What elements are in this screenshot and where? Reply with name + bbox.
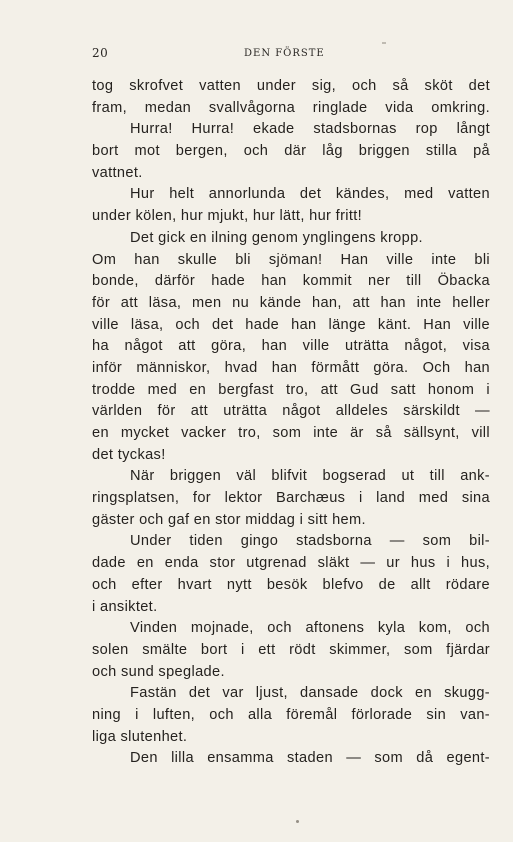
text-line: vattnet. (92, 164, 143, 181)
text-line: fram, medan svallvågorna ringlade vida omkring. (92, 99, 490, 116)
print-mark (382, 42, 386, 44)
text-line: Hurra! Hurra! ekade stadsbornas rop långt (130, 121, 490, 138)
text-line: under kölen, hur mjukt, hur lätt, hur fritt! (92, 208, 363, 225)
text-line: Den lilla ensamma staden — som då egent- (130, 750, 490, 767)
text-line: dade en enda stor utgrenad släkt — ur hus i hus, (92, 555, 490, 572)
text-line: gäster och gaf en stor middag i sitt hem. (92, 511, 366, 528)
text-line: Om han skulle bli sjöman! Han ville inte bli (92, 251, 490, 268)
footer-mark (296, 820, 299, 823)
text-line: en mycket vacker tro, som inte är så sällsynt, vill (92, 425, 490, 441)
text-line: tog skrofvet vatten under sig, och så sköt det (92, 78, 490, 94)
text-line: Vinden mojnade, och aftonens kyla kom, och (130, 620, 490, 637)
text-line: Under tiden gingo stadsborna — som bil- (130, 533, 490, 550)
text-line: inför människor, hvad han förmått göra. Och han (92, 359, 490, 376)
page-number: 20 (92, 46, 109, 60)
text-line: ning i luften, och alla föremål förlorade sin van- (92, 706, 490, 723)
running-title: DEN FÖRSTE (244, 48, 325, 59)
text-line: bonde, därför hade han kommit ner till Öbacka (92, 273, 490, 290)
text-line: Hur helt annorlunda det kändes, med vatten (130, 186, 490, 203)
body-text (92, 76, 490, 770)
text-line: Det gick en ilning genom ynglingens kropp. (130, 229, 423, 246)
text-line: ringsplatsen, for lektor Barchæus i land med sina (92, 490, 490, 507)
text-line: När briggen väl blifvit bogserad ut till ank- (130, 468, 490, 485)
text-line: ville läsa, och det hade han länge känt. Han ville (92, 316, 490, 333)
text-line: världen för att uträtta något alldeles särskildt — (92, 403, 490, 420)
text-line: och efter hvart nytt besök blefvo de allt rödare (92, 576, 490, 593)
text-line: i ansiktet. (92, 598, 158, 615)
text-line: Fastän det var ljust, dansade dock en skugg- (130, 685, 490, 702)
text-line: liga slutenhet. (92, 728, 188, 745)
text-line: solen smälte bort i ett rödt skimmer, som fjärdar (92, 641, 490, 658)
text-line: ha något att göra, han ville uträtta något, visa (92, 338, 490, 355)
text-line: för att läsa, men nu kände han, att han inte heller (92, 294, 490, 311)
text-line: trodde med en bergfast tro, att Gud satt honom i (92, 381, 490, 398)
page-header (92, 46, 490, 62)
text-line: det tyckas! (92, 446, 166, 463)
text-line: och sund speglade. (92, 663, 225, 680)
text-line: bort mot bergen, och där låg briggen stilla på (92, 143, 490, 160)
